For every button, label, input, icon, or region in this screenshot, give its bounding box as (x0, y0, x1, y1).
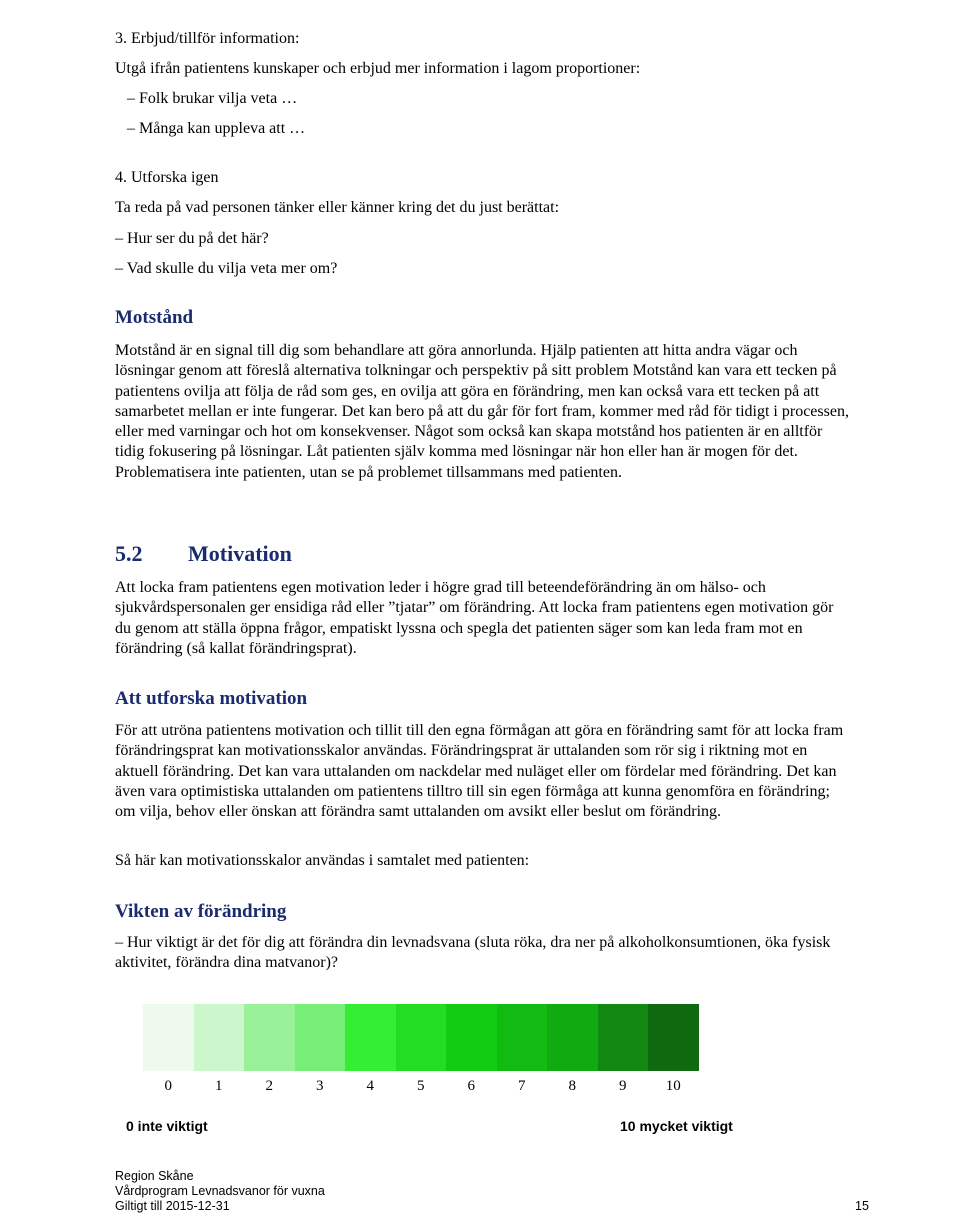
scale-tick-6: 6 (467, 1078, 475, 1094)
motstand-heading: Motstånd (115, 307, 194, 328)
utforska-lead: Så här kan motivationsskalor användas i samtalet med patienten: (115, 852, 530, 869)
vikten-question: – Hur viktigt är det för dig att förändra din levnadsvana (sluta röka, dra ner på alkoholkonsumtionen, öka fysisk aktivitet, förändra dina matvanor)? (115, 934, 831, 972)
scale-cell-1 (194, 1004, 245, 1071)
scale-cell-5 (396, 1004, 447, 1071)
scale-tick-7: 7 (518, 1078, 526, 1094)
footer-doc: Vårdprogram Levnadsvanor för vuxna (115, 1184, 325, 1198)
section3-bullet-1: – Folk brukar vilja veta … (127, 90, 298, 107)
scale-tick-0: 0 (164, 1078, 172, 1094)
scale-cell-2 (244, 1004, 295, 1071)
scale-cell-7 (497, 1004, 548, 1071)
scale-cell-4 (345, 1004, 396, 1071)
section3-bullet-2: – Många kan uppleva att … (127, 120, 306, 137)
section-number: 5.2 (115, 541, 143, 566)
section3-heading: 3. Erbjud/tillför information: (115, 30, 300, 47)
scale-tick-5: 5 (417, 1078, 425, 1094)
importance-scale (143, 1004, 699, 1071)
scale-tick-2: 2 (265, 1078, 273, 1094)
section3-intro: Utgå ifrån patientens kunskaper och erbjud mer information i lagom proportioner: (115, 60, 641, 77)
scale-cell-6 (446, 1004, 497, 1071)
scale-cell-9 (598, 1004, 649, 1071)
motstand-body: Motstånd är en signal till dig som behandlare att göra annorlunda. Hjälp patienten att hitta andra vägar och lösningar genom att föreslå alternativa tolkningar och perspektiv på sitt problem Motstånd kan vara ett tecken på patientens ovilja att följa de råd som ges, en ovilja att göra en förändring, men kan också vara ett tecken på att samarbetet mellan er inte fungerar. Det kan bero på att du går för fort fram, kommer med råd för tidigt i processen, eller med varningar och hot om konsekvenser. Något som också kan skapa motstånd hos patienten är en alltför tidig fokusering på lösningar. Låt patienten själv komma med lösningar när hon eller han är mogen för det. Problematisera inte patienten, utan se på problemet tillsammans med patienten. (115, 342, 849, 481)
scale-ticks (143, 1078, 699, 1098)
footer-org: Region Skåne (115, 1169, 194, 1183)
scale-cell-3 (295, 1004, 346, 1071)
scale-tick-9: 9 (619, 1078, 627, 1094)
footer-valid: Giltigt till 2015-12-31 (115, 1199, 230, 1213)
motivation-body: Att locka fram patientens egen motivation leder i högre grad till beteendeförändring än om hälso- och sjukvårdspersonalen ger ensidiga råd eller ”tjatar” om förändring. Att locka fram patientens egen motivation gör du genom att ställa öppna frågor, empatiskt lyssna och spegla det patienten säger som kan leda fram mot en förändring (så kallat förändringsprat). (115, 579, 834, 657)
scale-label-low: 0 inte viktigt (126, 1118, 208, 1134)
scale-tick-8: 8 (568, 1078, 576, 1094)
section4-bullet-2: – Vad skulle du vilja veta mer om? (115, 260, 338, 277)
scale-tick-1: 1 (215, 1078, 223, 1094)
section4-heading: 4. Utforska igen (115, 169, 219, 186)
scale-label-high: 10 mycket viktigt (620, 1118, 733, 1134)
scale-cell-0 (143, 1004, 194, 1071)
scale-tick-4: 4 (366, 1078, 374, 1094)
vikten-heading: Vikten av förändring (115, 901, 287, 922)
section4-intro: Ta reda på vad personen tänker eller känner kring det du just berättat: (115, 199, 560, 216)
scale-tick-10: 10 (665, 1078, 681, 1094)
page-number: 15 (855, 1199, 869, 1213)
section4-bullet-1: – Hur ser du på det här? (115, 230, 269, 247)
motivation-heading: Motivation (188, 541, 292, 566)
utforska-heading: Att utforska motivation (115, 688, 308, 709)
scale-cell-10 (648, 1004, 699, 1071)
scale-tick-3: 3 (316, 1078, 324, 1094)
utforska-body: För att utröna patientens motivation och tillit till den egna förmågan att göra en förändring samt för att locka fram förändringsprat kan motivationsskalor användas. Förändringsprat är uttalanden som rör sig i riktning mot en aktuell förändring. Det kan vara uttalanden om nackdelar med nuläget eller om fördelar med förändring. Det kan även vara optimistiska uttalanden om patientens tilltro till sin egen förmåga att kunna genomföra en förändring; om vilja, behov eller önskan att förändra samt uttalanden om avsikt eller beslut om förändring. (115, 722, 844, 821)
scale-cell-8 (547, 1004, 598, 1071)
